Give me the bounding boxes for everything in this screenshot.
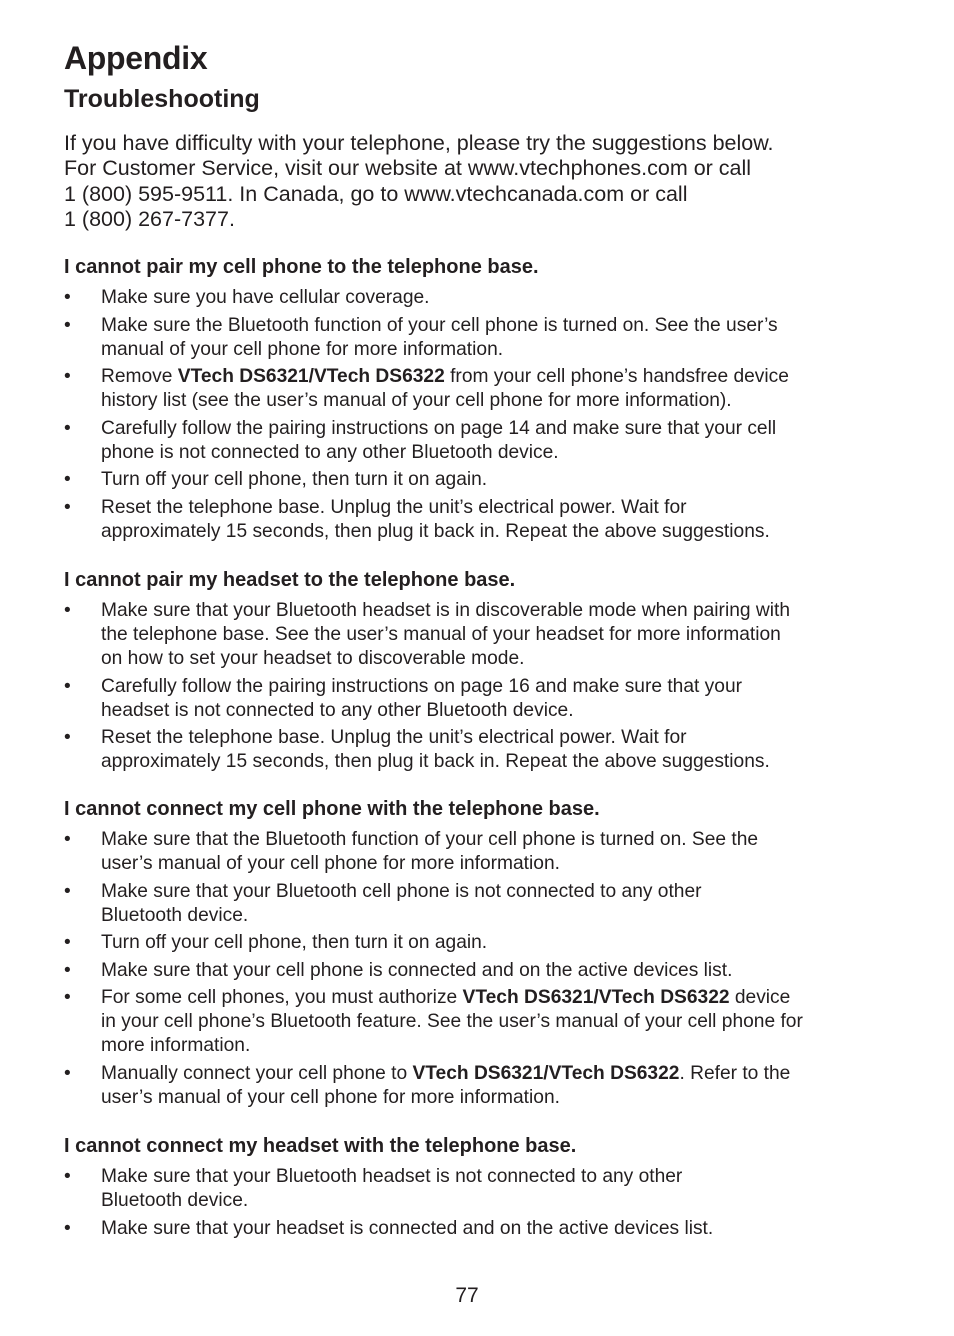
list-item: [64, 365, 894, 413]
text-run: Turn off your cell phone, then turn it on again.: [101, 932, 488, 953]
list-item: [64, 726, 894, 774]
troubleshoot-section: [64, 797, 894, 1113]
list-item: [64, 1062, 894, 1110]
list-item: [64, 417, 894, 465]
text-run: approximately 15 seconds, then plug it back in. Repeat the above suggestions.: [101, 751, 770, 772]
list-item-line: [101, 828, 894, 852]
list-item-line: [101, 1010, 894, 1034]
product-name: VTech DS6321/VTech DS6322: [462, 987, 730, 1008]
list-item-line: [101, 286, 894, 310]
list-item-line: [101, 1217, 894, 1241]
text-run: Make sure you have cellular coverage.: [101, 287, 430, 308]
text-run: Reset the telephone base. Unplug the unit’s electrical power. Wait for: [101, 727, 687, 748]
list-item-line: [101, 852, 894, 876]
list-item-line: [101, 1189, 894, 1213]
list-item-line: [101, 675, 894, 699]
list-item: [64, 496, 894, 544]
text-run: in your cell phone’s Bluetooth feature. See the user’s manual of your cell phone for: [101, 1011, 803, 1032]
list-item-line: [101, 520, 894, 544]
section-heading: I cannot pair my headset to the telephone base.: [64, 569, 516, 591]
product-name: VTech DS6321/VTech DS6322: [177, 366, 445, 387]
text-run: headset is not connected to any other Bluetooth device.: [101, 699, 574, 721]
list-item: [64, 931, 894, 955]
text-run: Turn off your cell phone, then turn it on again.: [101, 469, 488, 490]
section-heading: I cannot connect my headset with the telephone base.: [64, 1135, 577, 1157]
intro-line: 1 (800) 267-7377.: [64, 206, 235, 231]
list-item-line: [101, 931, 894, 955]
list-item-line: [101, 441, 894, 465]
text-run: on how to set your headset to discoverable mode.: [101, 648, 525, 669]
list-item-line: [101, 1086, 894, 1110]
bullet-list: [64, 828, 894, 1110]
list-item-line: [101, 647, 894, 671]
list-item-line: [101, 389, 894, 413]
list-item-line: [101, 750, 894, 774]
text-run: Reset the telephone base. Unplug the unit’s electrical power. Wait for: [101, 496, 687, 518]
text-run: device: [729, 987, 791, 1008]
list-item-line: [101, 1165, 894, 1189]
list-item: [64, 286, 894, 310]
text-run: Make sure that the Bluetooth function of your cell phone is turned on. See the: [101, 829, 759, 850]
text-run: user’s manual of your cell phone for more information.: [101, 1086, 560, 1108]
bullet-icon: •: [64, 727, 71, 748]
bullet-icon: •: [64, 496, 71, 518]
bullet-icon: •: [64, 287, 71, 308]
text-run: Make sure that your cell phone is connected and on the active devices list.: [101, 959, 733, 981]
text-run: user’s manual of your cell phone for more information.: [101, 853, 560, 874]
list-item-line: [101, 599, 894, 623]
text-run: Make sure the Bluetooth function of your cell phone is turned on. See the user’s: [101, 314, 778, 336]
list-item: [64, 1165, 894, 1213]
troubleshoot-section: [64, 1134, 894, 1244]
product-name: VTech DS6321/VTech DS6322: [412, 1062, 680, 1084]
bullet-list: [64, 1165, 894, 1241]
text-run: approximately 15 seconds, then plug it back in. Repeat the above suggestions.: [101, 520, 770, 542]
list-item-line: [101, 726, 894, 750]
list-item-line: [101, 986, 894, 1010]
bullet-list: [64, 599, 894, 774]
intro-line: For Customer Service, visit our website at www.vtechphones.com or call: [64, 156, 752, 181]
text-run: For some cell phones, you must authorize: [101, 987, 463, 1008]
page-title: Appendix: [64, 40, 208, 76]
bullet-icon: •: [64, 932, 71, 953]
intro-paragraph: [64, 131, 894, 232]
text-run: Remove: [101, 366, 178, 387]
text-run: phone is not connected to any other Bluetooth device.: [101, 441, 559, 463]
list-item-line: [101, 496, 894, 520]
bullet-icon: •: [64, 314, 71, 336]
list-item: [64, 599, 894, 671]
bullet-icon: •: [64, 600, 71, 621]
text-run: Carefully follow the pairing instructions on page 14 and make sure that your cell: [101, 417, 777, 439]
text-run: . Refer to the: [679, 1062, 791, 1084]
list-item: [64, 468, 894, 492]
intro-line: If you have difficulty with your telephone, please try the suggestions below.: [64, 131, 774, 155]
text-run: Bluetooth device.: [101, 904, 249, 926]
list-item-line: [101, 904, 894, 928]
text-run: manual of your cell phone for more information.: [101, 338, 504, 360]
bullet-icon: •: [64, 1217, 71, 1239]
text-run: more information.: [101, 1035, 251, 1056]
text-run: Make sure that your headset is connected and on the active devices list.: [101, 1217, 714, 1239]
list-item: [64, 675, 894, 723]
text-run: the telephone base. See the user’s manual of your headset for more information: [101, 624, 781, 645]
bullet-icon: •: [64, 469, 71, 490]
list-item: [64, 314, 894, 362]
list-item-line: [101, 880, 894, 904]
text-run: Bluetooth device.: [101, 1190, 249, 1211]
section-title: Troubleshooting: [64, 85, 260, 113]
troubleshoot-section: [64, 568, 894, 778]
bullet-list: [64, 286, 894, 544]
bullet-icon: •: [64, 417, 71, 439]
intro-line: 1 (800) 595-9511. In Canada, go to www.vtechcanada.com or call: [64, 181, 688, 206]
list-item-line: [101, 314, 894, 338]
text-run: Carefully follow the pairing instructions on page 16 and make sure that your: [101, 675, 743, 697]
text-run: Manually connect your cell phone to: [101, 1062, 413, 1084]
bullet-icon: •: [64, 987, 71, 1008]
bullet-icon: •: [64, 1166, 71, 1187]
list-item: [64, 986, 894, 1058]
text-run: from your cell phone’s handsfree device: [444, 366, 789, 387]
list-item-line: [101, 468, 894, 492]
list-item-line: [101, 699, 894, 723]
bullet-icon: •: [64, 366, 71, 387]
page-number: 77: [455, 1284, 479, 1307]
list-item: [64, 959, 894, 983]
list-item-line: [101, 959, 894, 983]
text-run: history list (see the user’s manual of your cell phone for more information).: [101, 390, 732, 411]
list-item-line: [101, 623, 894, 647]
bullet-icon: •: [64, 880, 71, 902]
section-heading: I cannot pair my cell phone to the telephone base.: [64, 256, 539, 278]
troubleshoot-section: [64, 255, 894, 547]
text-run: Make sure that your Bluetooth headset is not connected to any other: [101, 1166, 683, 1187]
list-item: [64, 880, 894, 928]
text-run: Make sure that your Bluetooth headset is in discoverable mode when pairing with: [101, 600, 791, 621]
bullet-icon: •: [64, 1062, 71, 1084]
list-item-line: [101, 417, 894, 441]
list-item-line: [101, 365, 894, 389]
list-item: [64, 828, 894, 876]
bullet-icon: •: [64, 959, 71, 981]
section-heading: I cannot connect my cell phone with the telephone base.: [64, 798, 600, 820]
list-item-line: [101, 1034, 894, 1058]
bullet-icon: •: [64, 829, 71, 850]
list-item-line: [101, 338, 894, 362]
list-item: [64, 1217, 894, 1241]
text-run: Make sure that your Bluetooth cell phone is not connected to any other: [101, 880, 702, 902]
list-item-line: [101, 1062, 894, 1086]
bullet-icon: •: [64, 675, 71, 697]
